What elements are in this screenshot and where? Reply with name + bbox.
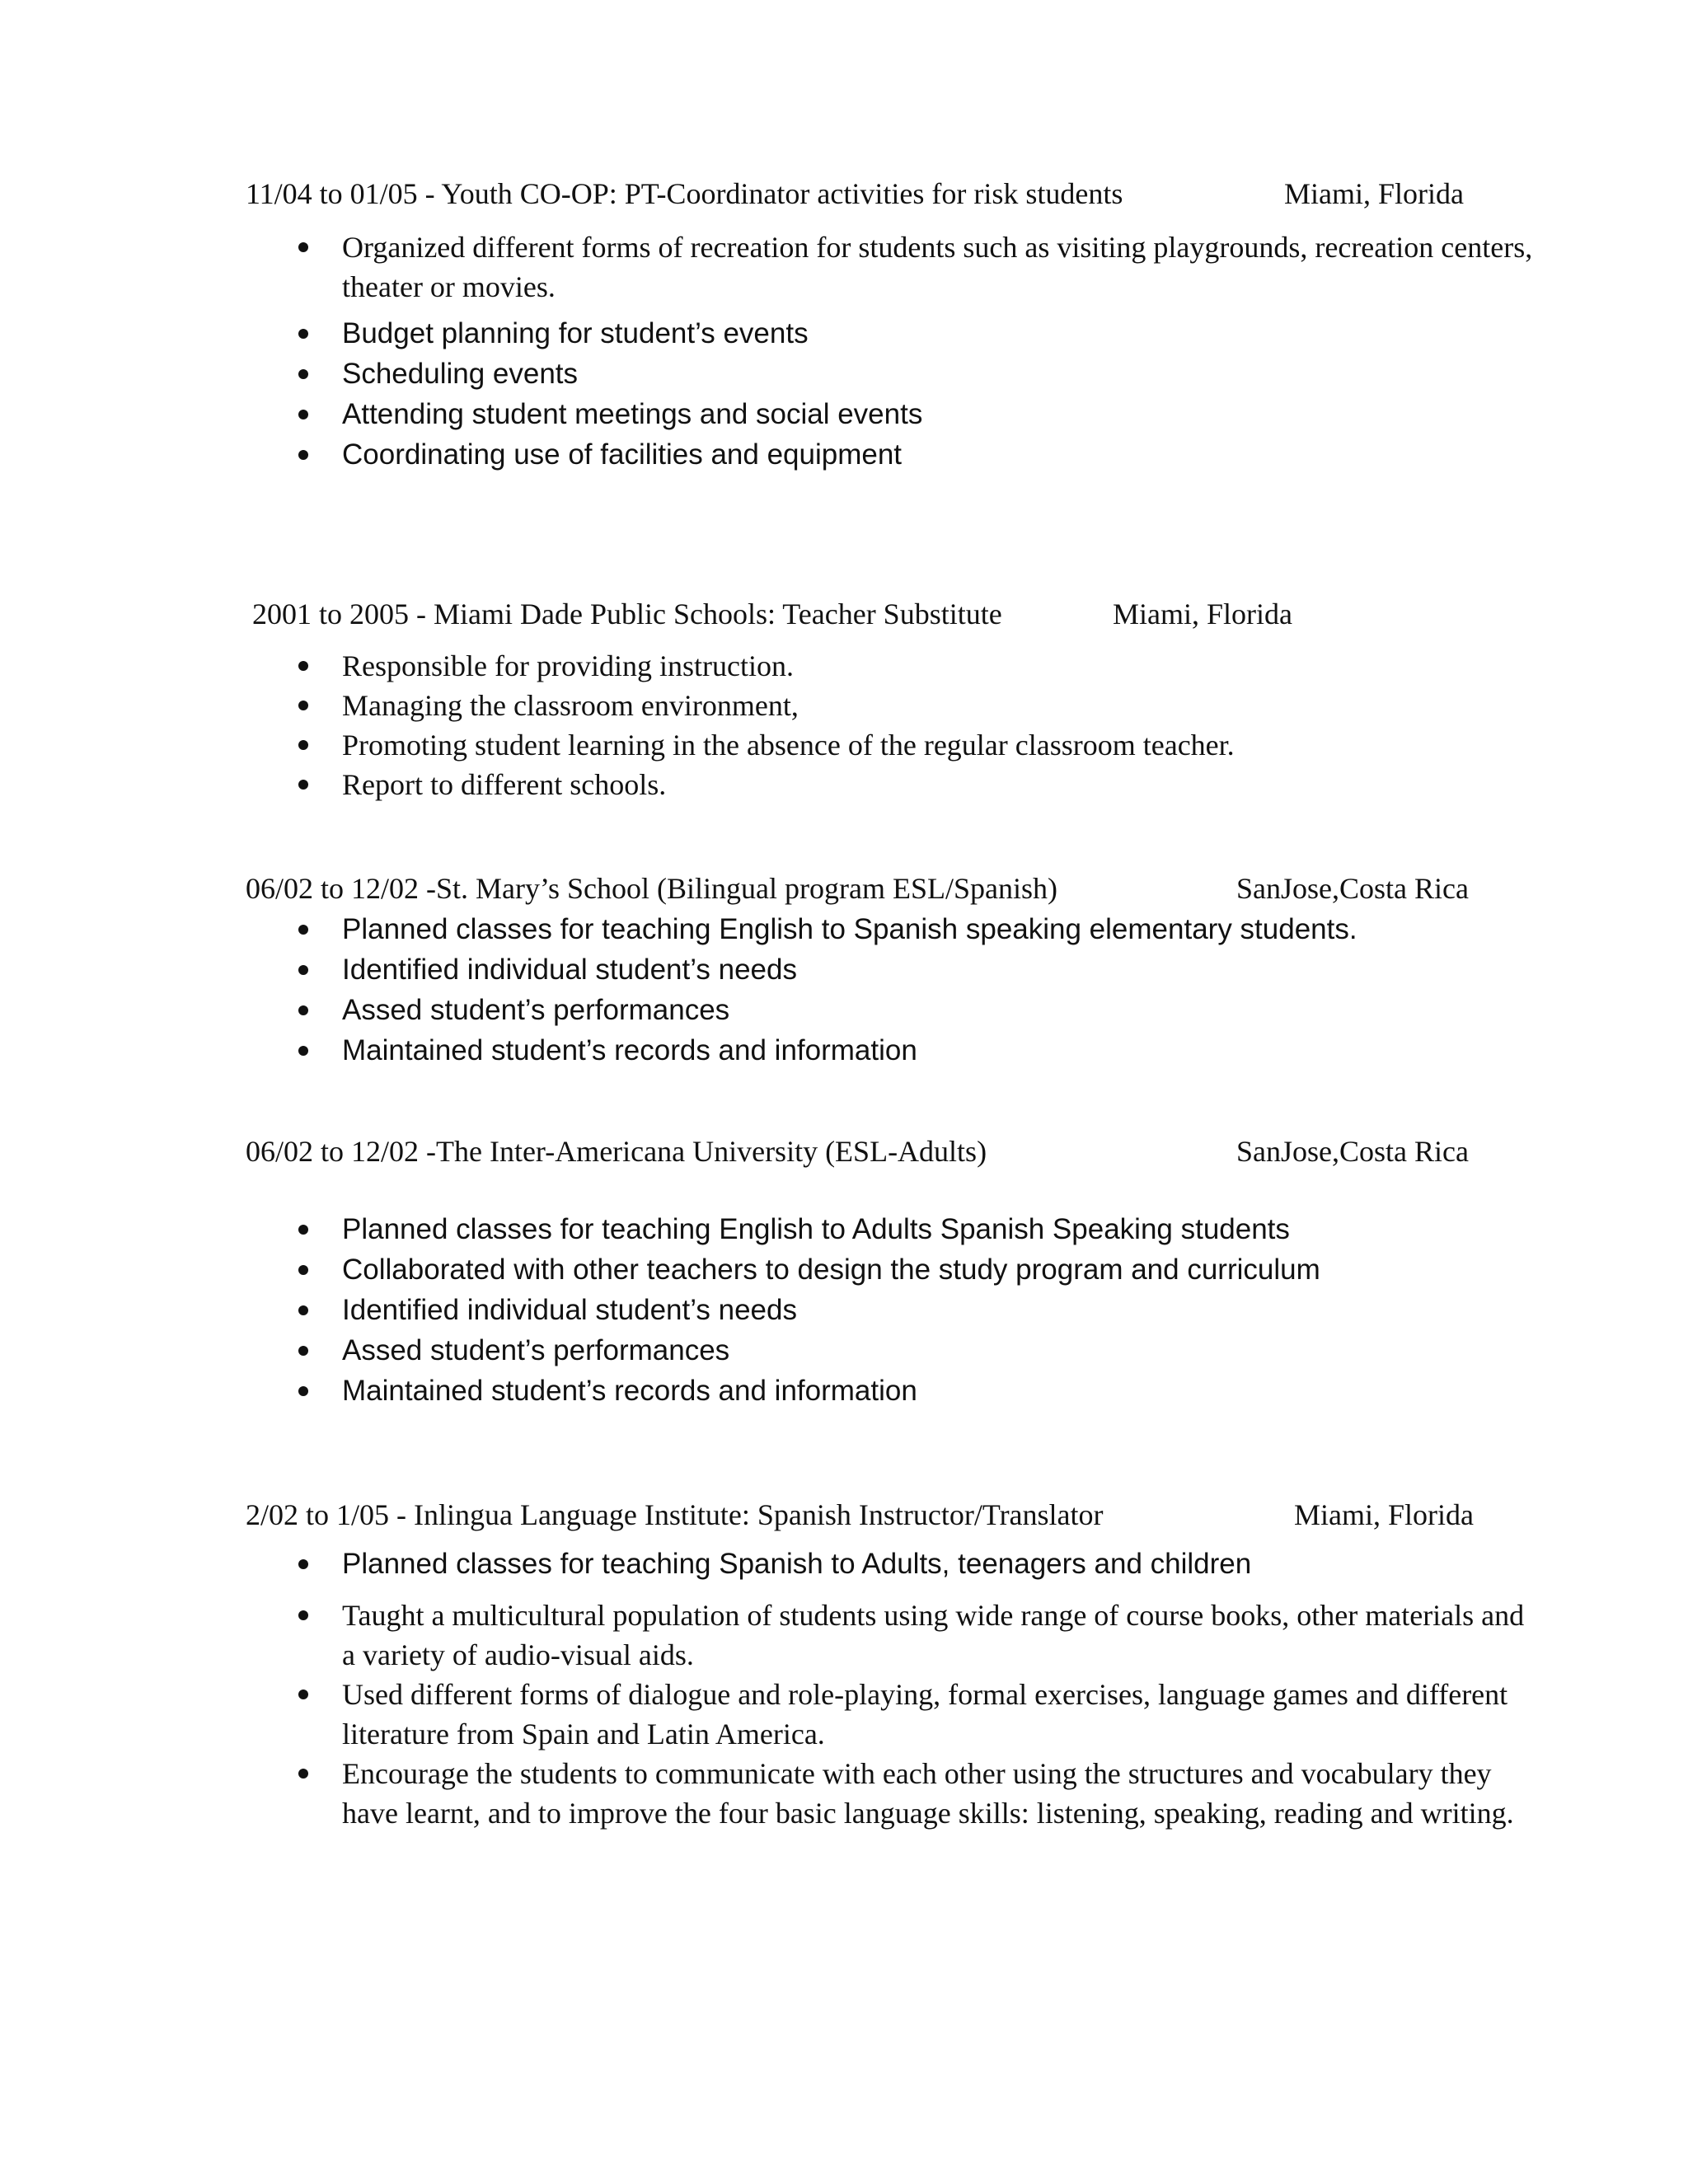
bullet-text: Managing the classroom environment,	[342, 689, 799, 722]
list-item	[0, 1330, 1688, 1371]
job-bullet-list	[0, 646, 1688, 804]
job-bullet-list	[0, 313, 1688, 475]
bullet-text: Responsible for providing instruction.	[342, 649, 794, 682]
job-entry-youth-coop	[0, 173, 1688, 475]
bullet-icon	[298, 1559, 308, 1569]
job-entry-inlingua	[0, 1494, 1688, 1833]
list-item	[0, 1290, 1688, 1330]
bullet-text: Organized different forms of recreation for students such as visiting playgrounds, recreation centers, theater or movies.	[342, 231, 1533, 303]
bullet-text: Maintained student’s records and information	[342, 1034, 917, 1066]
bullet-icon	[298, 329, 308, 339]
bullet-icon	[298, 1265, 308, 1275]
list-item	[0, 227, 1688, 307]
job-bullet-list	[0, 227, 1688, 307]
bullet-text: Taught a multicultural population of students using wide range of course books, other materials and a variety of audio-visual aids.	[342, 1599, 1525, 1671]
bullet-text: Promoting student learning in the absence of the regular classroom teacher.	[342, 729, 1235, 762]
job-entry-inter-americana	[0, 1131, 1688, 1411]
job-title: 06/02 to 12/02 -The Inter-Americana University (ESL-Adults)	[246, 1135, 987, 1168]
bullet-text: Scheduling events	[342, 358, 579, 390]
job-bullet-list	[0, 909, 1688, 1071]
bullet-text: Assed student’s performances	[342, 1334, 730, 1366]
job-location: SanJose,Costa Rica	[1236, 872, 1469, 905]
bullet-text: Budget planning for student’s events	[342, 317, 809, 349]
list-item	[0, 725, 1688, 765]
list-item	[0, 1030, 1688, 1071]
bullet-icon	[298, 661, 308, 671]
bullet-text: Planned classes for teaching English to Adults Spanish Speaking students	[342, 1213, 1290, 1245]
list-item	[0, 1209, 1688, 1249]
bullet-icon	[298, 1046, 308, 1056]
bullet-icon	[298, 1346, 308, 1356]
job-bullet-list	[0, 1596, 1688, 1833]
bullet-icon	[298, 1305, 308, 1315]
bullet-icon	[298, 1690, 308, 1699]
bullet-icon	[298, 1386, 308, 1396]
bullet-text: Identified individual student’s needs	[342, 954, 797, 986]
bullet-icon	[298, 1610, 308, 1620]
bullet-text: Report to different schools.	[342, 768, 667, 801]
job-location: Miami, Florida	[1294, 1498, 1474, 1531]
job-entry-miami-dade	[0, 593, 1688, 804]
job-bullet-list	[0, 1209, 1688, 1411]
bullet-text: Encourage the students to communicate with each other using the structures and vocabulary they have learnt, and to improve the four basic language skills: listening, speaking, reading and writing.	[342, 1757, 1514, 1830]
bullet-text: Attending student meetings and social events	[342, 398, 923, 430]
bullet-text: Identified individual student’s needs	[342, 1294, 797, 1326]
list-item	[0, 354, 1688, 394]
bullet-icon	[298, 965, 308, 975]
job-entry-st-marys	[0, 868, 1688, 1071]
job-header	[0, 1131, 1688, 1172]
job-title: 11/04 to 01/05 - Youth CO-OP: PT-Coordinator activities for risk students	[246, 177, 1123, 210]
bullet-icon	[298, 410, 308, 419]
job-header	[0, 1494, 1688, 1535]
bullet-text: Maintained student’s records and information	[342, 1375, 917, 1407]
bullet-text: Used different forms of dialogue and role-playing, formal exercises, language games and different literature from Spain and Latin America.	[342, 1678, 1508, 1750]
bullet-icon	[298, 1225, 308, 1235]
job-title: 2001 to 2005 - Miami Dade Public Schools: Teacher Substitute	[252, 598, 1002, 630]
list-item	[0, 1249, 1688, 1290]
job-header	[0, 593, 1688, 635]
job-header	[0, 868, 1688, 909]
job-location: SanJose,Costa Rica	[1236, 1135, 1469, 1168]
bullet-icon	[298, 780, 308, 790]
job-title: 06/02 to 12/02 -St. Mary’s School (Bilingual program ESL/Spanish)	[246, 872, 1057, 905]
job-bullet-list	[0, 1544, 1688, 1584]
bullet-icon	[298, 450, 308, 460]
list-item	[0, 1596, 1688, 1675]
job-title: 2/02 to 1/05 - Inlingua Language Institute: Spanish Instructor/Translator	[246, 1498, 1104, 1531]
list-item	[0, 434, 1688, 475]
list-item	[0, 1754, 1688, 1833]
list-item	[0, 686, 1688, 725]
bullet-icon	[298, 242, 308, 252]
bullet-text: Collaborated with other teachers to design the study program and curriculum	[342, 1254, 1320, 1286]
bullet-text: Planned classes for teaching English to Spanish speaking elementary students.	[342, 913, 1357, 945]
bullet-icon	[298, 1769, 308, 1779]
list-item	[0, 394, 1688, 434]
list-item	[0, 313, 1688, 354]
list-item	[0, 646, 1688, 686]
bullet-icon	[298, 740, 308, 750]
bullet-icon	[298, 369, 308, 379]
list-item	[0, 909, 1688, 949]
job-header	[0, 173, 1688, 214]
bullet-text: Planned classes for teaching Spanish to Adults, teenagers and children	[342, 1548, 1252, 1580]
bullet-icon	[298, 701, 308, 710]
list-item	[0, 765, 1688, 804]
bullet-icon	[298, 925, 308, 935]
list-item	[0, 1544, 1688, 1584]
list-item	[0, 1371, 1688, 1411]
bullet-icon	[298, 1005, 308, 1015]
job-location: Miami, Florida	[1113, 598, 1292, 630]
list-item	[0, 990, 1688, 1030]
bullet-text: Assed student’s performances	[342, 994, 730, 1026]
bullet-text: Coordinating use of facilities and equipment	[342, 438, 903, 471]
job-location: Miami, Florida	[1284, 177, 1464, 210]
list-item	[0, 949, 1688, 990]
list-item	[0, 1675, 1688, 1754]
